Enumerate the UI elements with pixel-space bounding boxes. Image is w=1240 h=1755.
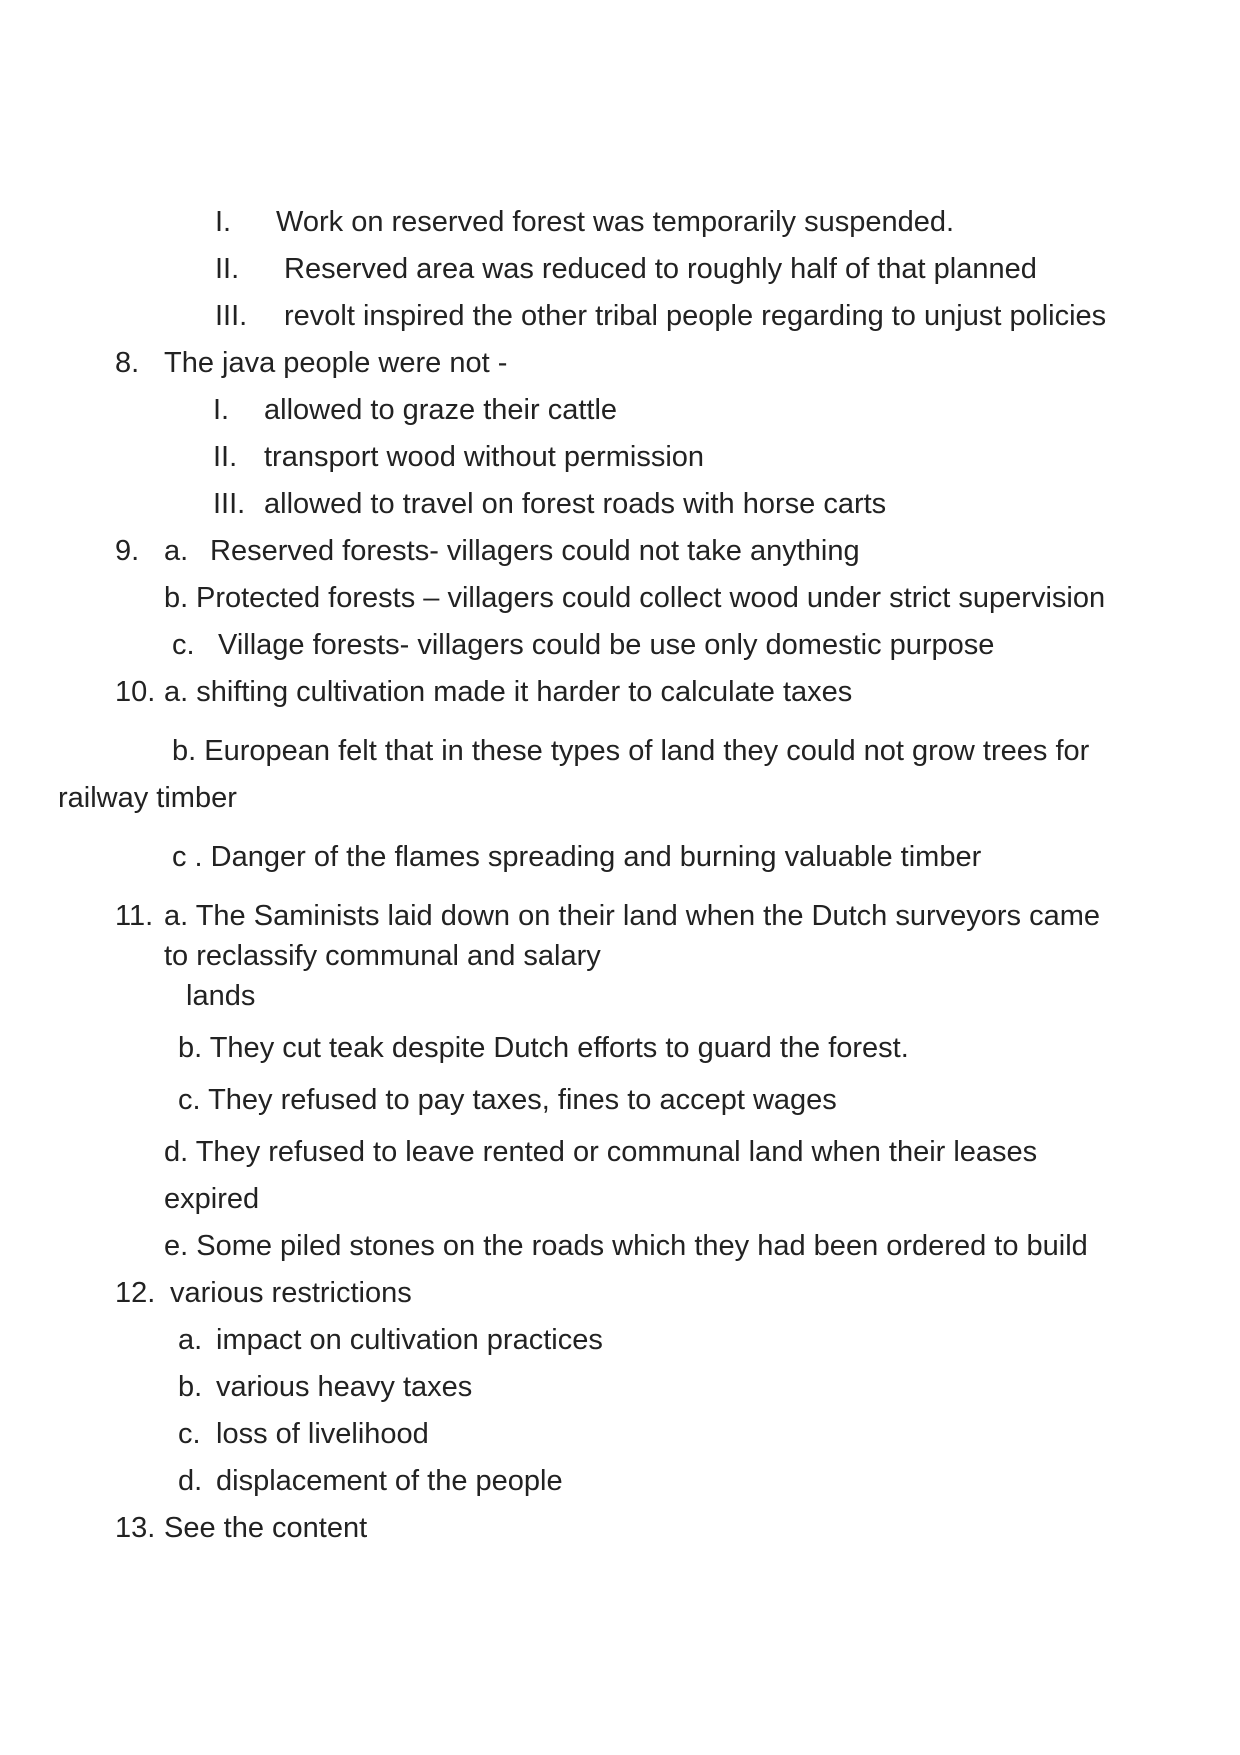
q12-item-c-letter: c. bbox=[178, 1418, 201, 1450]
q7-item-3-numeral: III. bbox=[215, 300, 248, 332]
q12-item-b-letter: b. bbox=[178, 1371, 203, 1403]
q10-item-a: a. shifting cultivation made it harder to calculate taxes bbox=[164, 676, 853, 708]
q12-number: 12. bbox=[115, 1277, 156, 1309]
q11-item-c: c. They refused to pay taxes, fines to accept wages bbox=[178, 1084, 837, 1116]
q8-item-3-numeral: III. bbox=[213, 488, 246, 520]
q8-item-2-numeral: II. bbox=[213, 441, 238, 473]
q11-item-a-line3: lands bbox=[186, 980, 256, 1012]
q9-item-b-text: Protected forests – villagers could collect wood under strict supervision bbox=[196, 582, 1106, 614]
q8-item-1-text: allowed to graze their cattle bbox=[264, 394, 618, 426]
q9-item-a-text: Reserved forests- villagers could not take anything bbox=[210, 535, 860, 567]
q11-item-d-line1: d. They refused to leave rented or communal land when their leases bbox=[164, 1136, 1038, 1168]
q9-item-c-letter: c. bbox=[172, 629, 195, 661]
q8-item-2-text: transport wood without permission bbox=[264, 441, 705, 473]
q9-number: 9. bbox=[115, 535, 140, 567]
q12-item-c-text: loss of livelihood bbox=[216, 1418, 429, 1450]
q10-item-b-line1: b. European felt that in these types of land they could not grow trees for bbox=[172, 735, 1090, 767]
q13-number: 13. bbox=[115, 1512, 156, 1544]
q11-number: 11. bbox=[115, 900, 154, 932]
q7-item-3-text: revolt inspired the other tribal people regarding to unjust policies bbox=[284, 300, 1107, 332]
q11-item-d-line2: expired bbox=[164, 1183, 260, 1215]
q10-item-c: c . Danger of the flames spreading and burning valuable timber bbox=[172, 841, 982, 873]
q8-item-3-text: allowed to travel on forest roads with horse carts bbox=[264, 488, 887, 520]
q12-text: various restrictions bbox=[170, 1277, 412, 1309]
q11-item-b: b. They cut teak despite Dutch efforts to guard the forest. bbox=[178, 1032, 909, 1064]
q12-item-a-text: impact on cultivation practices bbox=[216, 1324, 603, 1356]
q8-item-1-numeral: I. bbox=[213, 394, 230, 426]
q9-item-c-text: Village forests- villagers could be use only domestic purpose bbox=[218, 629, 995, 661]
q12-item-a-letter: a. bbox=[178, 1324, 203, 1356]
q7-item-2-numeral: II. bbox=[215, 253, 240, 285]
q11-item-a-line1: a. The Saminists laid down on their land when the Dutch surveyors came bbox=[164, 900, 1101, 932]
q7-item-1-text: Work on reserved forest was temporarily suspended. bbox=[276, 206, 955, 238]
q10-item-b-line2: railway timber bbox=[58, 782, 237, 814]
q13-text: See the content bbox=[164, 1512, 368, 1544]
q11-item-e: e. Some piled stones on the roads which they had been ordered to build bbox=[164, 1230, 1088, 1262]
q8-number: 8. bbox=[115, 347, 140, 379]
q12-item-d-letter: d. bbox=[178, 1465, 203, 1497]
q9-item-a-letter: a. bbox=[164, 535, 189, 567]
q8-text: The java people were not - bbox=[164, 347, 508, 379]
q7-item-1-numeral: I. bbox=[215, 206, 232, 238]
q7-item-2-text: Reserved area was reduced to roughly half of that planned bbox=[284, 253, 1037, 285]
q12-item-d-text: displacement of the people bbox=[216, 1465, 563, 1497]
q11-item-a-line2: to reclassify communal and salary bbox=[164, 940, 601, 972]
q12-item-b-text: various heavy taxes bbox=[216, 1371, 473, 1403]
q10-number: 10. bbox=[115, 676, 156, 708]
q9-item-b-letter: b. bbox=[164, 582, 189, 614]
